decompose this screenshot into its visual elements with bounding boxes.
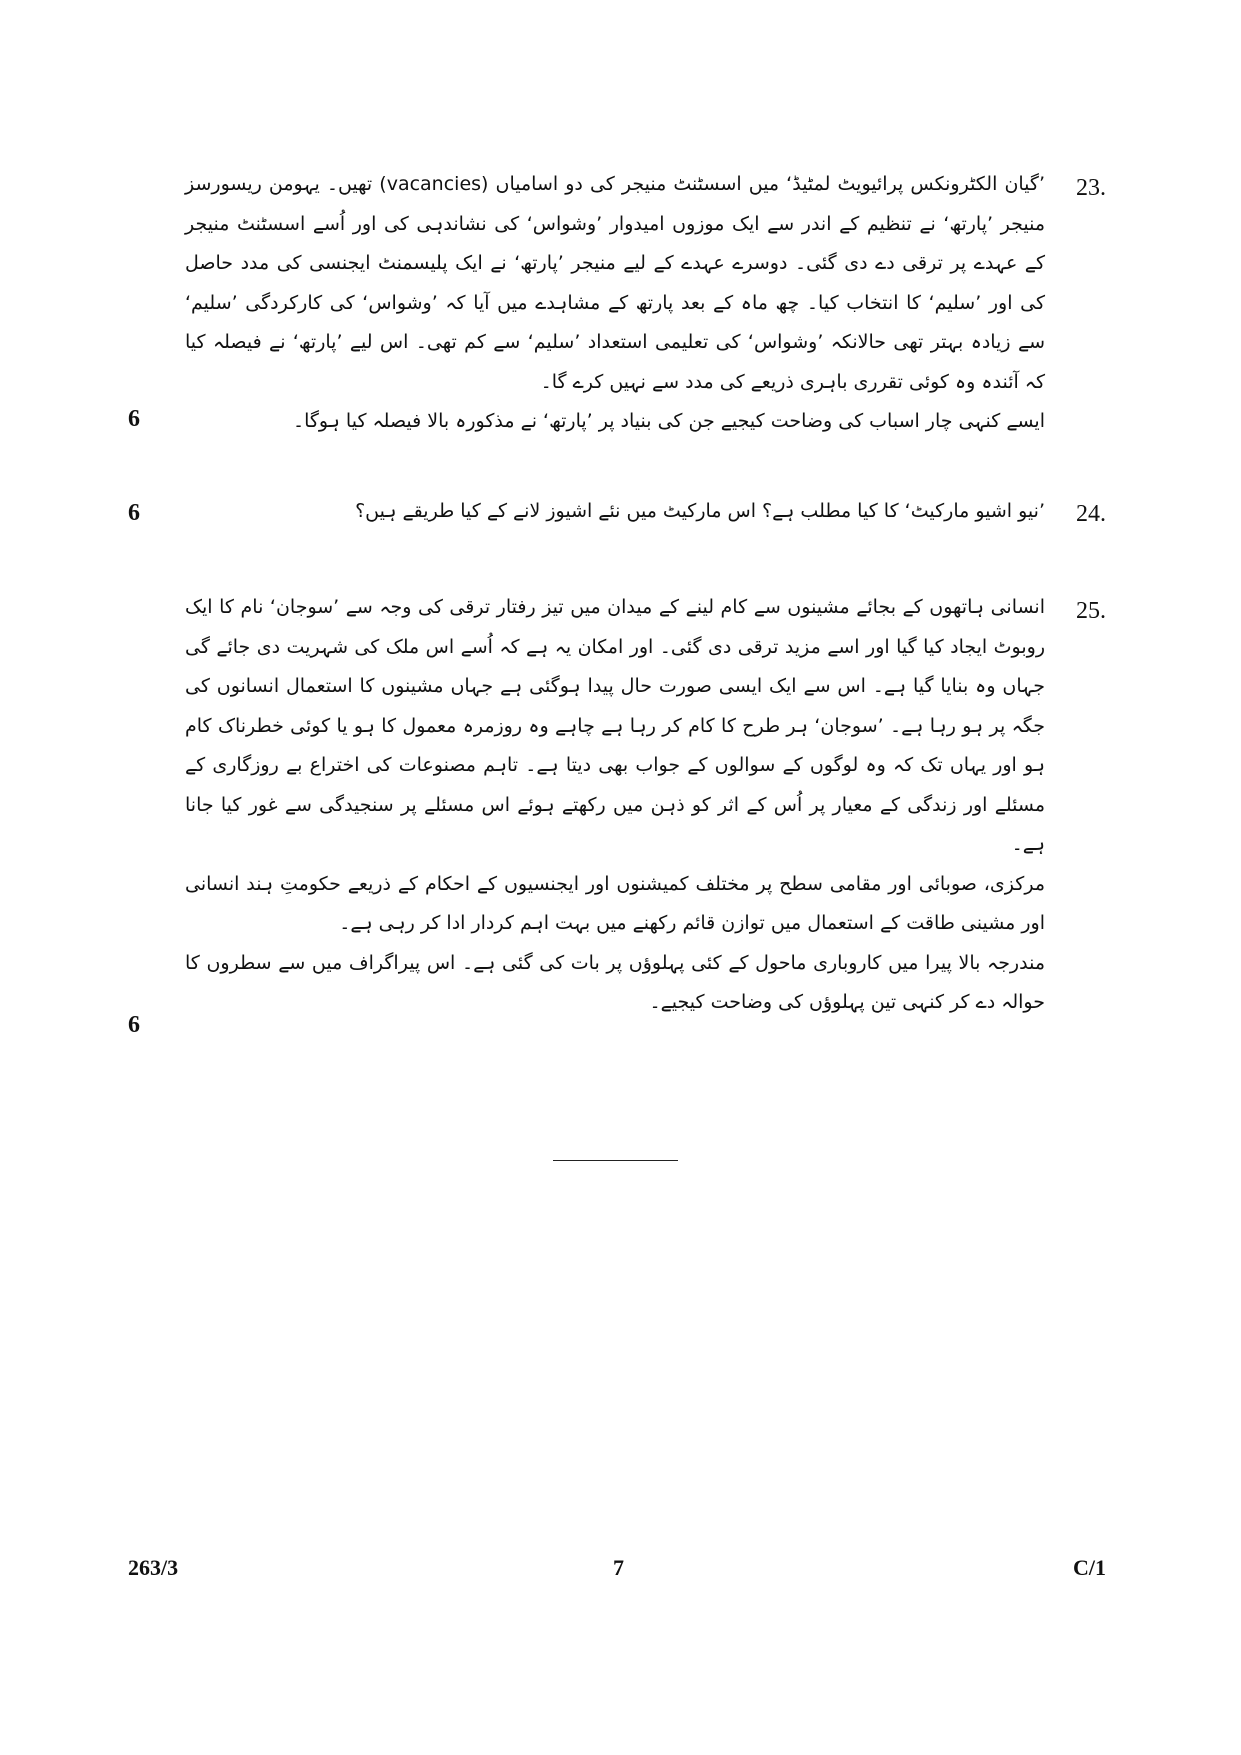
- question-paragraph: ایسے کنہی چار اسباب کی وضاحت کیجیے جن کی بنیاد پر ’پارتھ‘ نے مذکورہ بالا فیصلہ کیا ہوگا۔: [292, 410, 1045, 432]
- question-text: [185, 165, 1045, 442]
- question-paragraph: مندرجہ بالا پیرا میں کاروباری ماحول کے کئی پہلوؤں پر بات کی گئی ہے۔ اس پیراگراف میں سے سطروں کا حوالہ دے کر کنہی تین پہلوؤں کی وضاحت کیجیے۔: [185, 951, 1045, 1013]
- question-text: [185, 492, 1045, 532]
- question-paragraph: ’نیو اشیو مارکیٹ‘ کا کیا مطلب ہے؟ اس مارکیٹ میں نئے اشیوز لانے کے کیا طریقے ہیں؟: [355, 500, 1045, 522]
- footer-set-code: C/1: [1073, 1555, 1106, 1580]
- footer-page-number: 7: [613, 1555, 624, 1580]
- question-number: 25.: [1076, 598, 1106, 624]
- question-text: [185, 588, 1045, 1023]
- question-number: 23.: [1076, 175, 1106, 201]
- end-divider: [553, 1160, 678, 1161]
- question-number: 24.: [1076, 501, 1106, 527]
- question-paragraph: انسانی ہاتھوں کے بجائے مشینوں سے کام لینے کے میدان میں تیز رفتار ترقی کی وجہ سے ’سوجان‘ نام کا ایک روبوٹ ایجاد کیا گیا اور اسے مزید ترقی دی گئی۔ اور امکان یہ ہے کہ اُسے اس ملک کی شہریت دی جائے گی جہاں وہ بنایا گیا ہے۔ اس سے ایک ایسی صورت حال پیدا ہوگئی ہے جہاں مشینوں کا استعمال انسانوں کی جگہ پر ہو رہا ہے۔ ’سوجان‘ ہر طرح کا کام کر رہا ہے چاہے وہ روزمرہ معمول کا ہو یا کوئی خطرناک کام ہو اور یہاں تک کہ وہ لوگوں کے سوالوں کے جواب بھی دیتا ہے۔ تاہم مصنوعات کی اختراع بے روزگاری کے مسئلے اور زندگی کے معیار پر اُس کے اثر کو ذہن میں رکھتے ہوئے اس مسئلے پر سنجیدگی سے غور کیا جانا ہے۔: [185, 596, 1045, 855]
- marks-label: 6: [128, 406, 140, 432]
- marks-label: 6: [128, 1012, 140, 1038]
- footer-paper-code: 263/3: [128, 1555, 179, 1580]
- question-paragraph: مرکزی، صوبائی اور مقامی سطح پر مختلف کمیشنوں اور ایجنسیوں کے احکام کے ذریعے حکومتِ ہند انسانی اور مشینی طاقت کے استعمال میں توازن قائم رکھنے میں بہت اہم کردار ادا کر رہی ہے۔: [185, 872, 1045, 934]
- marks-label: 6: [128, 500, 140, 526]
- question-paragraph: ’گیان الکٹرونکس پرائیویٹ لمٹیڈ‘ میں اسسٹنٹ منیجر کی دو اسامیاں (vacancies) تھیں۔ یہومن ریسورسز منیجر ’پارتھ‘ نے تنظیم کے اندر سے ایک موزوں امیدوار ’وشواس‘ کی نشاندہی کی اور اُسے اسسٹنٹ منیجر کے عہدے پر ترقی دے دی گئی۔ دوسرے عہدے کے لیے منیجر ’پارتھ‘ نے ایک پلیسمنٹ ایجنسی کی مدد حاصل کی اور ’سلیم‘ کا انتخاب کیا۔ چھ ماہ کے بعد پارتھ کے مشاہدے میں آیا کہ ’وشواس‘ کی کارکردگی ’سلیم‘ سے زیادہ بہتر تھی حالانکہ ’وشواس‘ کی تعلیمی استعداد ’سلیم‘ سے کم تھی۔ اس لیے ’پارتھ‘ نے فیصلہ کیا کہ آئندہ وہ کوئی تقرری باہری ذریعے کی مدد سے نہیں کرے گا۔: [185, 173, 1046, 393]
